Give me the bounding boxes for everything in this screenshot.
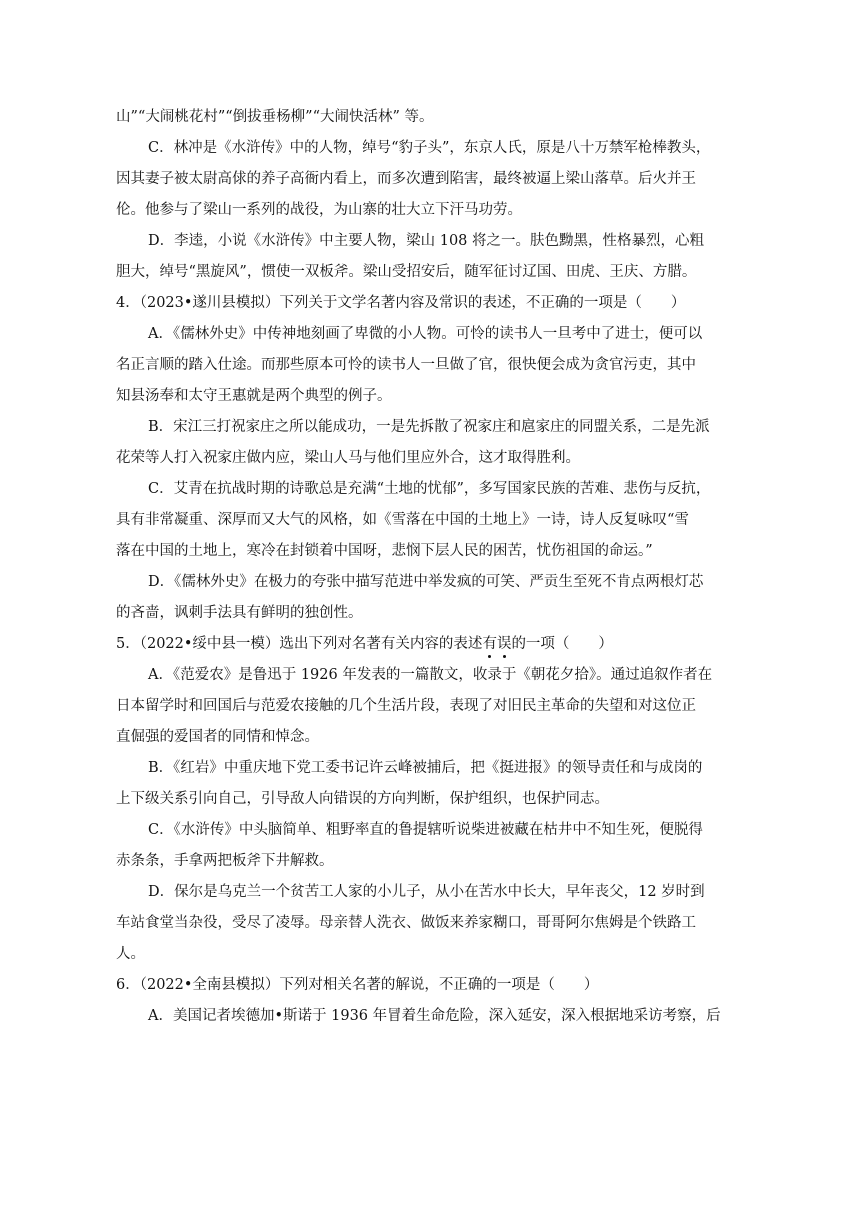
text-line: 人。 (116, 946, 145, 962)
text-line: 日本留学时和回国后与范爱农接触的几个生活片段，表现了对旧民主革命的失望和对这位正 (116, 698, 696, 714)
option-line: C．林冲是《水浒传》中的人物，绰号“豹子头”，东京人氏，原是八十万禁军枪棒教头， (148, 140, 711, 156)
text-line: 名正言顺的踏入仕途。而那些原本可怜的读书人一旦做了官，很快便会成为贪官污吏，其中 (116, 357, 696, 373)
option-line: B．《红岩》中重庆地下党工委书记许云峰被捕后，把《挺进报》的领导责任和与成岗的 (148, 760, 703, 776)
emphasis-dot-char: 误 (496, 636, 512, 652)
text-line: 的吝啬，讽刺手法具有鲜明的独创性。 (116, 605, 363, 621)
text-line: 知县汤奉和太守王惠就是两个典型的例子。 (116, 388, 392, 404)
option-line: D．李逵，小说《水浒传》中主要人物，梁山 108 将之一。肤色黝黑，性格暴烈，心粗 (148, 233, 705, 249)
option-line: B．宋江三打祝家庄之所以能成功，一是先拆散了祝家庄和扈家庄的同盟关系，二是先派 (148, 419, 710, 435)
question-line: 6．（2022•全南县模拟）下列对相关名著的解说，不正确的一项是（ ） (116, 977, 599, 993)
text-line: 山”“大闹桃花村”“倒拔垂杨柳”“大闹快活林” 等。 (116, 109, 434, 125)
option-line: A．《范爱农》是鲁迅于 1926 年发表的一篇散文，收录于《朝花夕拾》。通过追叙作者在 (148, 667, 713, 683)
emphasis-dot-char: 有 (482, 636, 497, 652)
option-line: C．《水浒传》中头脑简单、粗野率直的鲁提辖听说柴进被藏在枯井中不知生死，便脱得 (148, 822, 703, 838)
question-line: 4．（2023•遂川县模拟）下列关于文学名著内容及常识的表述，不正确的一项是（ ） (116, 295, 686, 311)
option-line: A．美国记者埃德加•斯诺于 1936 年冒着生命危险，深入延安，深入根据地采访考察，后 (148, 1008, 721, 1024)
text-line: 赤条条，手拿两把板斧下井解救。 (116, 853, 334, 869)
option-line: D．《儒林外史》在极力的夸张中描写范进中举发疯的可笑、严贡生至死不肯点两根灯芯 (148, 574, 704, 590)
text-line: 具有非常凝重、深厚而又大气的风格，如《雪落在中国的土地上》一诗，诗人反复咏叹“雪 (116, 512, 689, 528)
question-text-part: 5．（2022•绥中县一模）选出下列对名著有关内容的表述 (116, 636, 483, 652)
text-line: 落在中国的土地上，寒冷在封锁着中国呀，悲悯下层人民的困苦，忧伤祖国的命运。” (116, 543, 653, 559)
text-line: 因其妻子被太尉高俅的养子高衙内看上，而多次遭到陷害，最终被逼上梁山落草。后火并王 (116, 171, 696, 187)
text-line: 花荣等人打入祝家庄做内应，梁山人马与他们里应外合，这才取得胜利。 (116, 450, 580, 466)
question-text-part: 的一项（ ） (511, 636, 613, 652)
text-line: 上下级关系引向自己，引导敌人向错误的方向判断，保护组织，也保护同志。 (116, 791, 609, 807)
text-line: 伦。他参与了梁山一系列的战役，为山寨的壮大立下汗马功劳。 (116, 202, 522, 218)
question-line (116, 635, 768, 654)
text-line: 胆大，绰号“黑旋风”，惯使一双板斧。梁山受招安后，随军征讨辽国、田虎、王庆、方腊。 (116, 264, 697, 280)
option-line: D．保尔是乌克兰一个贫苦工人家的小儿子，从小在苦水中长大，早年丧父，12 岁时到 (148, 884, 705, 900)
option-line: C．艾青在抗战时期的诗歌总是充满“土地的忧郁”，多写国家民族的苦难、悲伤与反抗， (148, 481, 711, 497)
text-line: 车站食堂当杂役，受尽了凌辱。母亲替人洗衣、做饭来养家糊口，哥哥阿尔焦姆是个铁路工 (116, 915, 696, 931)
option-line: A．《儒林外史》中传神地刻画了卑微的小人物。可怜的读书人一旦考中了进士，便可以 (148, 326, 703, 342)
text-line: 直倔强的爱国者的同情和悼念。 (116, 729, 319, 745)
document-body (116, 108, 768, 1026)
